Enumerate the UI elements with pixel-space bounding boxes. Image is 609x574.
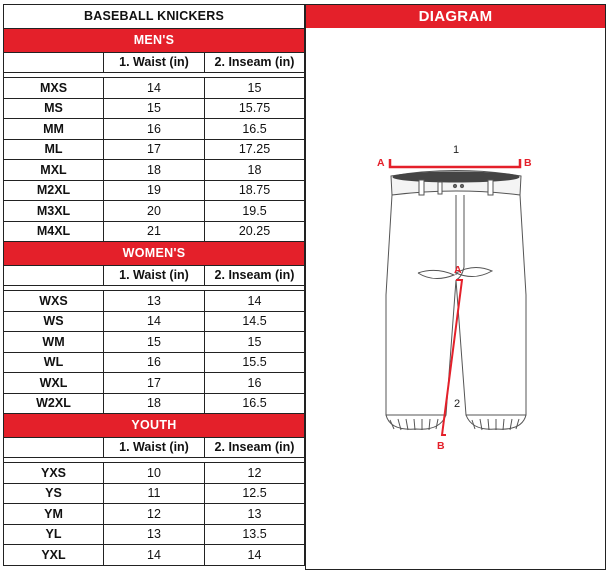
- section-title: MEN'S: [4, 29, 305, 53]
- column-header-waist: 1. Waist (in): [104, 266, 205, 286]
- column-header-row: [4, 438, 305, 458]
- inseam-cell: 19.5: [205, 201, 305, 222]
- table-row: [4, 139, 305, 160]
- column-header-inseam: 2. Inseam (in): [205, 53, 305, 73]
- size-chart-table: [3, 4, 305, 566]
- waist-cell: 16: [104, 119, 205, 140]
- waist-cell: 19: [104, 180, 205, 201]
- table-row: [4, 393, 305, 414]
- table-row: [4, 201, 305, 222]
- table-row: [4, 463, 305, 484]
- table-row: [4, 483, 305, 504]
- inseam-cell: 15: [205, 78, 305, 99]
- table-row: [4, 160, 305, 181]
- table-row: [4, 545, 305, 566]
- size-cell: YXL: [4, 545, 104, 566]
- table-row: [4, 119, 305, 140]
- column-header-inseam: 2. Inseam (in): [205, 266, 305, 286]
- size-cell: YM: [4, 504, 104, 525]
- waist-cell: 18: [104, 160, 205, 181]
- inseam-cell: 16.5: [205, 393, 305, 414]
- column-header-row: [4, 266, 305, 286]
- waist-cell: 12: [104, 504, 205, 525]
- waist-measure-line: [390, 159, 520, 167]
- table-row: [4, 352, 305, 373]
- knickers-outline-icon: [386, 171, 526, 431]
- diagram-panel: [305, 4, 606, 570]
- section-title-row: [4, 414, 305, 438]
- inseam-cell: 20.25: [205, 221, 305, 242]
- column-header-blank: [4, 266, 104, 286]
- inseam-cell: 14: [205, 545, 305, 566]
- size-cell: ML: [4, 139, 104, 160]
- inseam-cell: 16.5: [205, 119, 305, 140]
- table-row: [4, 332, 305, 353]
- diagram-title: DIAGRAM: [306, 5, 605, 28]
- inseam-cell: 13: [205, 504, 305, 525]
- waist-cell: 15: [104, 332, 205, 353]
- waist-cell: 11: [104, 483, 205, 504]
- table-row: [4, 373, 305, 394]
- table-title-row: [4, 5, 305, 29]
- size-cell: M3XL: [4, 201, 104, 222]
- size-cell: MS: [4, 98, 104, 119]
- column-header-blank: [4, 438, 104, 458]
- waist-cell: 20: [104, 201, 205, 222]
- waist-cell: 14: [104, 311, 205, 332]
- inseam-cell: 12: [205, 463, 305, 484]
- table-row: [4, 504, 305, 525]
- section-title-row: [4, 242, 305, 266]
- knickers-diagram: [306, 5, 607, 571]
- size-cell: YS: [4, 483, 104, 504]
- inseam-cell: 13.5: [205, 524, 305, 545]
- waist-cell: 15: [104, 98, 205, 119]
- inseam-cell: 14: [205, 291, 305, 312]
- column-header-row: [4, 53, 305, 73]
- column-header-blank: [4, 53, 104, 73]
- inseam-cell: 12.5: [205, 483, 305, 504]
- column-header-waist: 1. Waist (in): [104, 53, 205, 73]
- waist-cell: 14: [104, 78, 205, 99]
- inseam-cell: 16: [205, 373, 305, 394]
- size-cell: WXL: [4, 373, 104, 394]
- waist-cell: 10: [104, 463, 205, 484]
- waist-cell: 21: [104, 221, 205, 242]
- section-title-row: [4, 29, 305, 53]
- measure-2-label: 2: [454, 398, 461, 410]
- waist-cell: 18: [104, 393, 205, 414]
- measure-1-label: 1: [453, 144, 460, 156]
- table-title: BASEBALL KNICKERS: [4, 5, 305, 29]
- point-b-label-cuff: B: [437, 440, 445, 452]
- section-title: WOMEN'S: [4, 242, 305, 266]
- table-row: [4, 311, 305, 332]
- size-cell: MXS: [4, 78, 104, 99]
- size-cell: YL: [4, 524, 104, 545]
- waist-cell: 17: [104, 373, 205, 394]
- table-row: [4, 291, 305, 312]
- size-cell: WS: [4, 311, 104, 332]
- point-a-label-crotch: A: [454, 264, 462, 276]
- point-a-label-top: A: [377, 157, 385, 169]
- inseam-cell: 14.5: [205, 311, 305, 332]
- size-cell: MM: [4, 119, 104, 140]
- size-cell: MXL: [4, 160, 104, 181]
- column-header-waist: 1. Waist (in): [104, 438, 205, 458]
- column-header-inseam: 2. Inseam (in): [205, 438, 305, 458]
- waist-cell: 13: [104, 291, 205, 312]
- inseam-cell: 17.25: [205, 139, 305, 160]
- inseam-cell: 15.75: [205, 98, 305, 119]
- inseam-cell: 18.75: [205, 180, 305, 201]
- table-row: [4, 180, 305, 201]
- inseam-cell: 15: [205, 332, 305, 353]
- size-cell: YXS: [4, 463, 104, 484]
- size-cell: WL: [4, 352, 104, 373]
- size-cell: M4XL: [4, 221, 104, 242]
- table-row: [4, 221, 305, 242]
- point-b-label-top: B: [524, 157, 532, 169]
- waist-cell: 14: [104, 545, 205, 566]
- waist-cell: 16: [104, 352, 205, 373]
- size-cell: WXS: [4, 291, 104, 312]
- size-cell: M2XL: [4, 180, 104, 201]
- inseam-measure-line: [442, 280, 462, 435]
- table-row: [4, 524, 305, 545]
- waist-cell: 17: [104, 139, 205, 160]
- table-row: [4, 98, 305, 119]
- table-row: [4, 78, 305, 99]
- waist-cell: 13: [104, 524, 205, 545]
- section-title: YOUTH: [4, 414, 305, 438]
- inseam-cell: 15.5: [205, 352, 305, 373]
- size-cell: W2XL: [4, 393, 104, 414]
- inseam-cell: 18: [205, 160, 305, 181]
- size-cell: WM: [4, 332, 104, 353]
